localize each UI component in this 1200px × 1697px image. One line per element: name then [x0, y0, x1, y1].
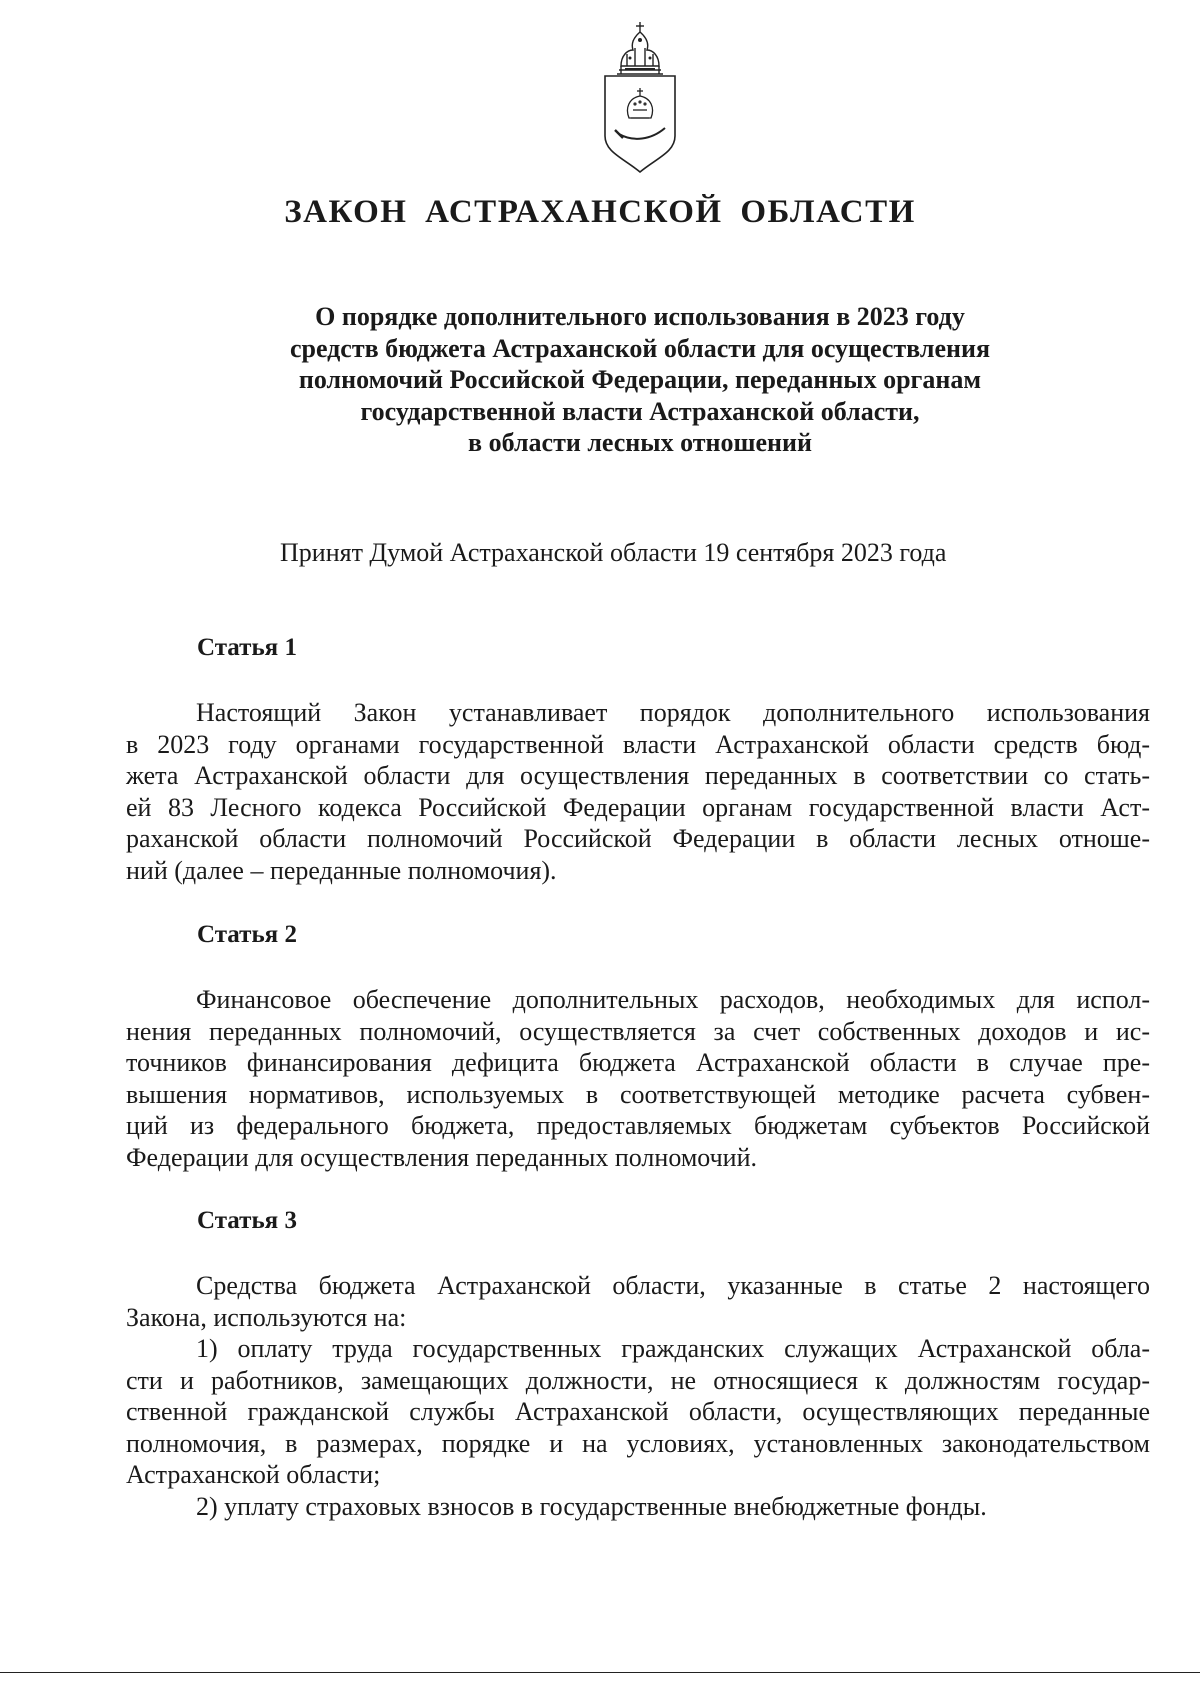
text-line: сти и работников, замещающих должности, не относящиеся к должностям государ-	[126, 1365, 1150, 1395]
subtitle-line: средств бюджета Астраханской области для осуществления	[289, 333, 991, 363]
footer-divider	[0, 1672, 1200, 1673]
article-2-text	[126, 984, 1150, 1173]
law-subtitle	[200, 301, 1080, 459]
text-line: ций из федерального бюджета, предоставляемых бюджетам субъектов Российской	[126, 1111, 1150, 1140]
article-1-heading: Статья 1	[197, 634, 297, 661]
text-line: Закона, используются на:	[126, 1302, 407, 1332]
text-line: жета Астраханской области для осуществления переданных в соответствии со стать-	[126, 761, 1150, 790]
text-line: нения переданных полномочий, осуществляется за счет собственных доходов и ис-	[126, 1016, 1150, 1046]
text-line: ний (далее – переданные полномочия).	[126, 855, 557, 885]
text-line: Финансовое обеспечение дополнительных расходов, необходимых для испол-	[196, 985, 1150, 1014]
subtitle-line: государственной власти Астраханской области,	[360, 396, 920, 426]
text-line: раханской области полномочий Российской Федерации в области лесных отноше-	[126, 824, 1150, 853]
article-1-text	[126, 697, 1150, 886]
text-line: 2) уплату страховых взносов в государственные внебюджетные фонды.	[196, 1491, 987, 1521]
subtitle-line: в области лесных отношений	[468, 428, 812, 457]
text-line: ей 83 Лесного кодекса Российской Федерации органам государственной власти Аст-	[126, 792, 1150, 822]
article-3-heading: Статья 3	[197, 1207, 297, 1234]
adoption-statement: Принят Думой Астраханской области 19 сентября 2023 года	[280, 538, 947, 567]
text-line: Астраханской области;	[126, 1460, 381, 1489]
text-line: в 2023 году органами государственной власти Астраханской области средств бюд-	[126, 729, 1150, 759]
text-line: Настоящий Закон устанавливает порядок дополнительного использования	[196, 698, 1150, 727]
text-line: полномочия, в размерах, порядке и на условиях, установленных законодательством	[126, 1428, 1150, 1458]
text-line: ственной гражданской службы Астраханской области, осуществляющих переданные	[126, 1397, 1150, 1426]
subtitle-line: полномочий Российской Федерации, переданных органам	[298, 365, 982, 394]
text-line: вышения нормативов, используемых в соответствующей методике расчета субвен-	[126, 1079, 1150, 1109]
text-line: Средства бюджета Астраханской области, указанные в статье 2 настоящего	[196, 1271, 1150, 1300]
text-line: точников финансирования дефицита бюджета Астраханской области в случае пре-	[126, 1048, 1150, 1077]
text-line: Федерации для осуществления переданных полномочий.	[126, 1142, 758, 1172]
article-2-heading: Статья 2	[197, 921, 297, 948]
coat-of-arms-emblem	[597, 18, 683, 178]
law-title: ЗАКОН АСТРАХАНСКОЙ ОБЛАСТИ	[284, 194, 916, 230]
subtitle-line: О порядке дополнительного использования в 2023 году	[315, 302, 965, 331]
text-line: 1) оплату труда государственных гражданских служащих Астраханской обла-	[196, 1334, 1150, 1363]
article-3-text	[126, 1270, 1150, 1522]
